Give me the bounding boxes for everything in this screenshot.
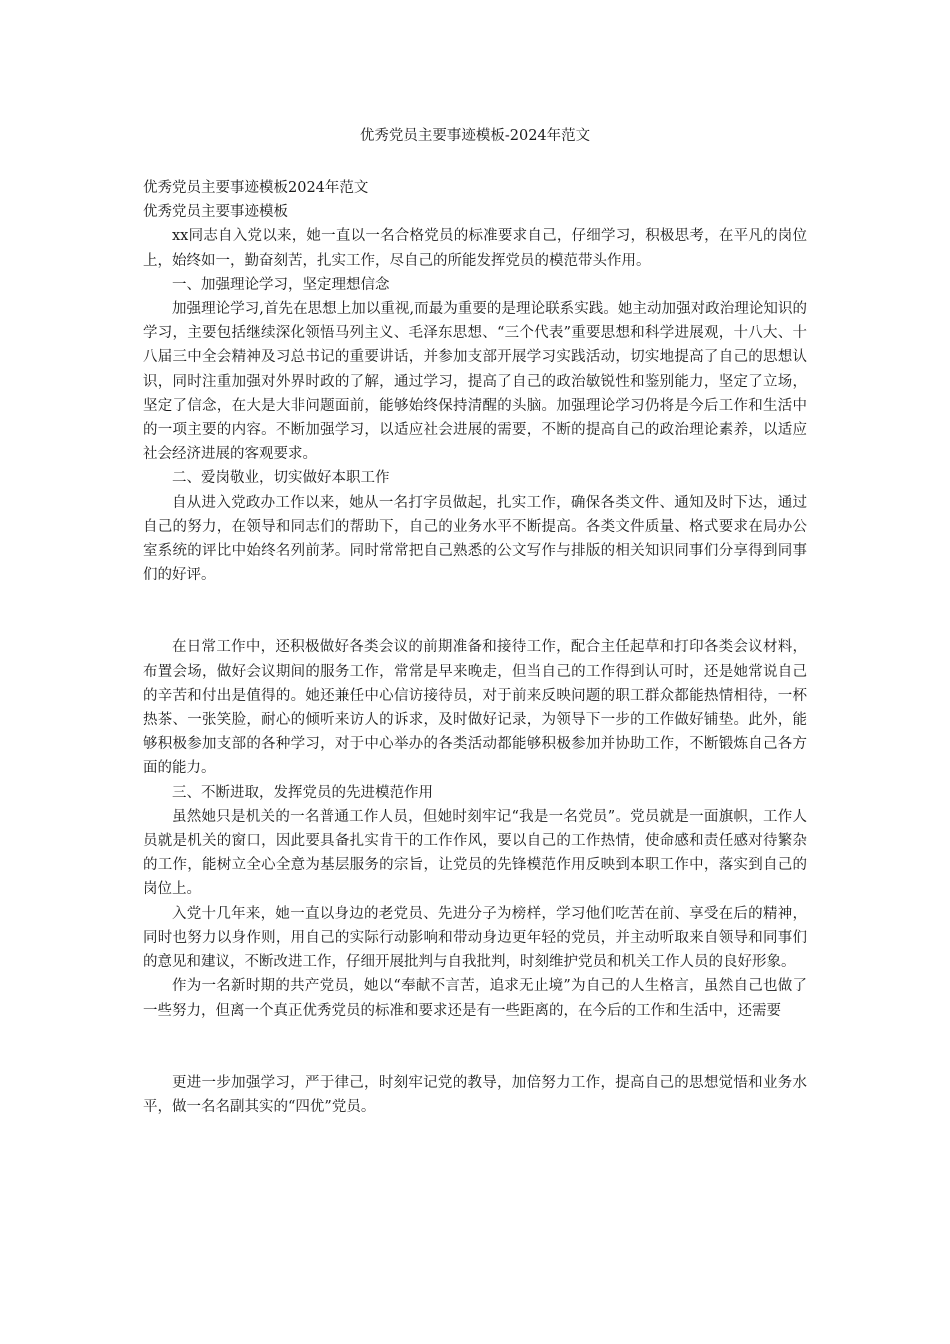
paragraph: 更进一步加强学习，严于律己，时刻牢记党的教导，加倍努力工作，提高自己的思想觉悟和业务水平，做一名名副其实的“四优”党员。 <box>143 1074 807 1115</box>
paragraph: 二、爱岗敬业，切实做好本职工作 <box>172 470 390 487</box>
paragraph: xx同志自入党以来，她一直以一名合格党员的标准要求自己，仔细学习，积极思考，在平凡的岗位上，始终如一，勤奋刻苦，扎实工作，尽自己的所能发挥党员的模范带头作用。 <box>143 228 807 269</box>
paragraph: 优秀党员主要事迹模板2024年范文 <box>143 180 369 196</box>
paragraph: 一、加强理论学习，坚定理想信念 <box>172 276 390 293</box>
paragraph: 作为一名新时期的共产党员，她以“奉献不言苦，追求无止境”为自己的人生格言，虽然自己也做了一些努力，但离一个真正优秀党员的标准和要求还是有一些距离的，在今后的工作和生活中，还需要 <box>143 978 807 1019</box>
paragraph: 入党十几年来，她一直以身边的老党员、先进分子为榜样，学习他们吃苦在前、享受在后的精神，同时也努力以身作则，用自己的实际行动影响和带动身边更年轻的党员，并主动听取来自领导和同事们的意见和建议，不断改进工作，仔细开展批判与自我批判，时刻维护党员和机关工作人员的良好形象。 <box>143 905 807 971</box>
page-break-gap <box>143 1023 807 1071</box>
paragraph: 虽然她只是机关的一名普通工作人员，但她时刻牢记“我是一名党员”。党员就是一面旗帜，工作人员就是机关的窗口，因此要具备扎实肯干的工作作风，要以自己的工作热情，使命感和责任感对待繁杂的工作，能树立全心全意为基层服务的宗旨，让党员的先锋模范作用反映到本职工作中，落实到自己的岗位上。 <box>143 808 807 898</box>
document-body <box>143 176 807 1119</box>
paragraph: 加强理论学习,首先在思想上加以重视,而最为重要的是理论联系实践。她主动加强对政治理论知识的学习，主要包括继续深化领悟马列主义、毛泽东思想、“三个代表”重要思想和科学进展观，十八大、十八届三中全会精神及习总书记的重要讲话，并参加支部开展学习实践活动，切实地提高了自己的思想认识，同时注重加强对外界时政的了解，通过学习，提高了自己的政治敏锐性和鉴别能力，坚定了立场，坚定了信念，在大是大非问题面前，能够始终保持清醒的头脑。加强理论学习仍将是今后工作和生活中的一项主要的内容。不断加强学习，以适应社会进展的需要，不断的提高自己的政治理论素养，以适应社会经济进展的客观要求。 <box>143 301 807 463</box>
page-break-gap <box>143 587 807 635</box>
document-title: 优秀党员主要事迹模板-2024年范文 <box>359 128 591 144</box>
paragraph: 自从进入党政办工作以来，她从一名打字员做起，扎实工作，确保各类文件、通知及时下达，通过自己的努力，在领导和同志们的帮助下，自己的业务水平不断提高。各类文件质量、格式要求在局办公室系统的评比中始终名列前茅。同时常常把自己熟悉的公文写作与排版的相关知识同事们分享得到同事们的好评。 <box>143 494 807 584</box>
paragraph: 优秀党员主要事迹模板 <box>143 204 288 221</box>
paragraph: 在日常工作中，还积极做好各类会议的前期准备和接待工作，配合主任起草和打印各类会议材料，布置会场，做好会议期间的服务工作，常常是早来晚走，但当自己的工作得到认可时，还是她常说自己的辛苦和付出是值得的。她还兼任中心信访接待员，对于前来反映问题的职工群众都能热情相待，一杯热茶、一张笑脸，耐心的倾听来访人的诉求，及时做好记录，为领导下一步的工作做好铺垫。此外，能够积极参加支部的各种学习，对于中心举办的各类活动都能够积极参加并协助工作，不断锻炼自己各方面的能力。 <box>143 639 807 777</box>
paragraph: 三、不断进取，发挥党员的先进模范作用 <box>172 784 433 801</box>
